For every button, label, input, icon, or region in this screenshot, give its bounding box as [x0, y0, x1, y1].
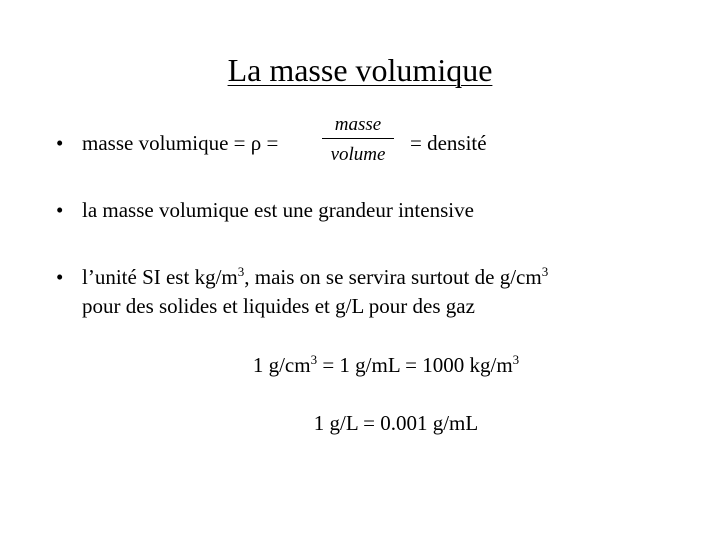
si-unit-exponent-1: 3 [237, 264, 245, 279]
slide-title [0, 52, 720, 88]
density-formula-prefix: masse volumique = ρ = [82, 131, 279, 155]
fraction-denominator: volume [330, 144, 386, 165]
bullet-point: • [56, 198, 64, 222]
intensive-property-text: la masse volumique est une grandeur intensive [82, 198, 474, 222]
equation1-part1: 1 g/cm [252, 353, 311, 377]
si-unit-text [82, 263, 548, 321]
fraction-bar [322, 138, 394, 139]
conversion-equation-2 [0, 411, 720, 436]
si-unit-part2: , mais on se servira surtout de g/cm [244, 265, 542, 289]
density-formula-suffix: = densité [410, 131, 487, 155]
equation2-text: 1 g/L = 0.001 g/mL [313, 411, 479, 435]
conversion-equation-1 [0, 353, 720, 378]
bullet-point: • [56, 265, 64, 289]
equation1-exponent-1: 3 [310, 352, 318, 367]
si-unit-line2: pour des solides et liquides et g/L pour des gaz [82, 294, 475, 318]
fraction-numerator: masse [334, 114, 382, 135]
si-unit-exponent-2: 3 [541, 264, 549, 279]
slide-title-text: La masse volumique [227, 52, 493, 88]
mass-over-volume-fraction [322, 114, 394, 166]
equation1-part2: = 1 g/mL = 1000 kg/m [317, 353, 513, 377]
si-unit-part1: l’unité SI est kg/m [82, 265, 238, 289]
bullet-point: • [56, 131, 64, 155]
equation1-exponent-2: 3 [512, 352, 520, 367]
